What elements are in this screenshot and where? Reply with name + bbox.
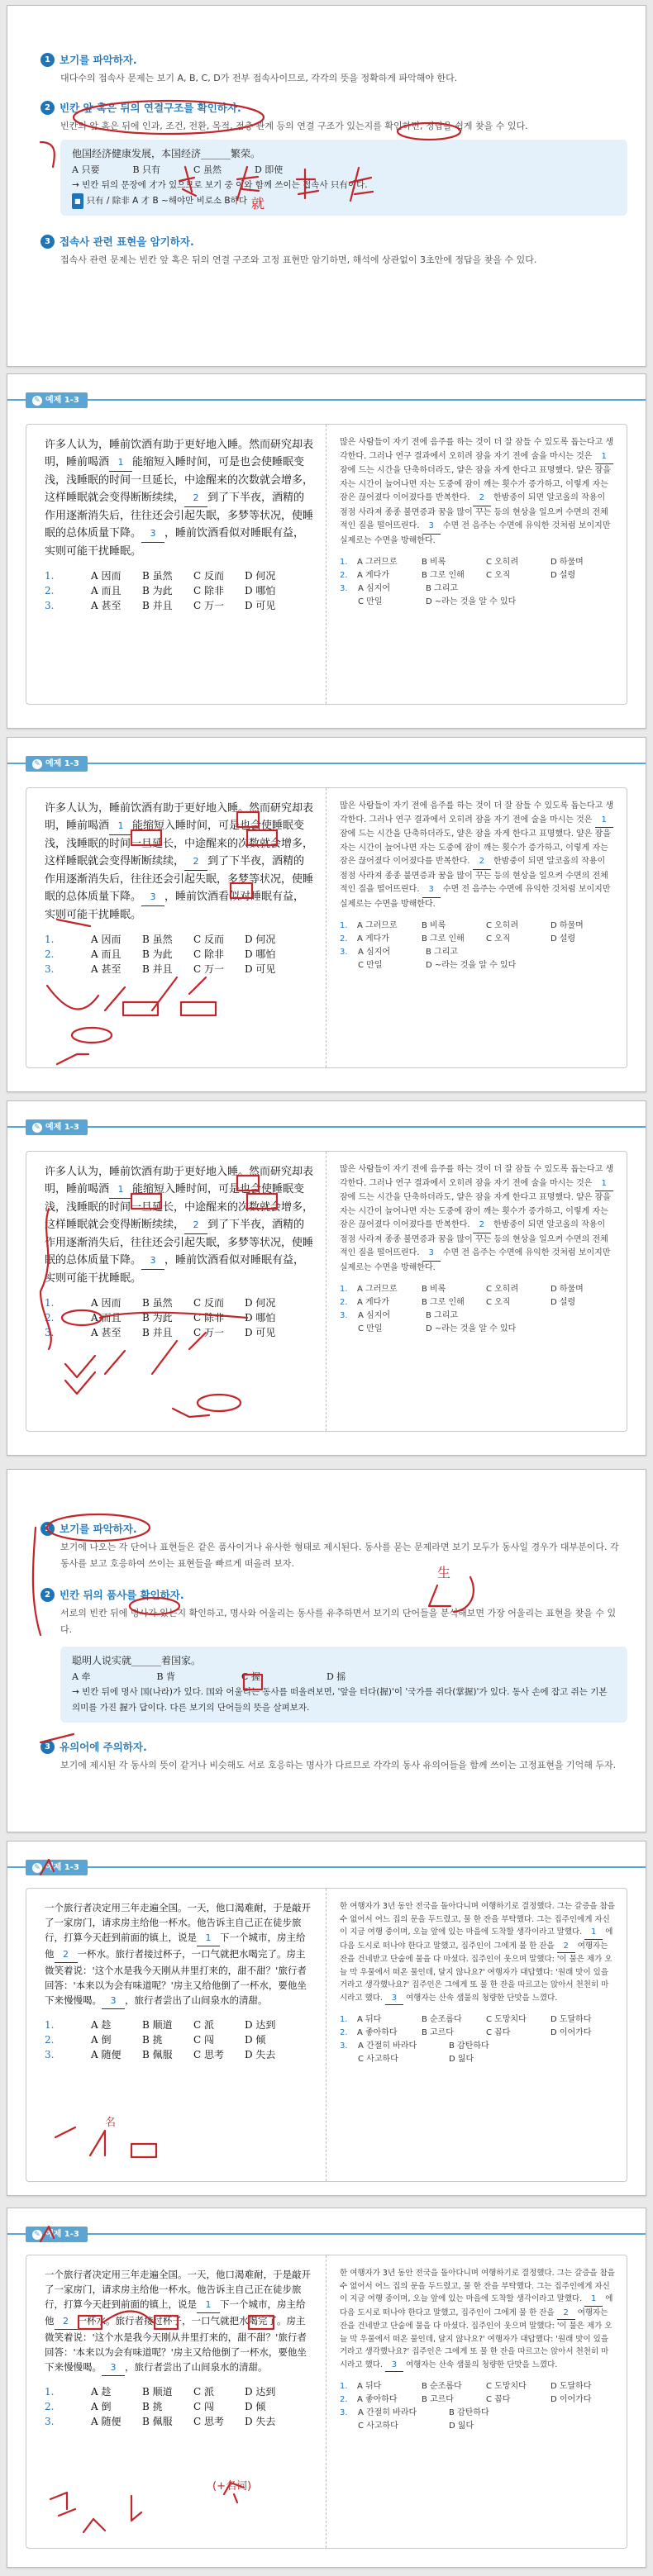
blank-3[interactable]: 3: [141, 525, 164, 543]
tips-card-1: [7, 5, 646, 367]
tip-1: [41, 52, 627, 87]
tip-title: 보기를 파악하자.: [60, 54, 137, 66]
example-tab: [26, 1860, 88, 1875]
option[interactable]: D 何况: [245, 1297, 276, 1309]
option[interactable]: B 佩服: [142, 2049, 173, 2060]
option[interactable]: A 因而: [91, 1297, 122, 1309]
option[interactable]: C 思考: [193, 2049, 224, 2060]
blank-1[interactable]: 1: [197, 2298, 220, 2313]
option[interactable]: C 除非: [193, 585, 224, 596]
example-sentence: 他国经济健康发展，本国经济______繁荣。: [72, 148, 261, 159]
tip-desc: 대다수의 접속사 문제는 보기 A, B, C, D가 전부 접속사이므로, 각각의 뜻을 정확하게 파악해야 한다.: [60, 73, 458, 83]
option[interactable]: D 倾: [245, 2034, 266, 2046]
options-korean: 1. A 뒤다 B 순조롭다 C 도망치다 D 도달하다 2. A 좋아하다 B 고르다 C 꼽다 D 이어가다 3. A 간절히 바라다 B 감탄하다 C 사고하다 D 잃다: [340, 2015, 592, 2064]
blank-2[interactable]: 2: [55, 1947, 78, 1963]
example-option: A 只要: [72, 164, 100, 175]
passage-box: [26, 2255, 627, 2549]
option[interactable]: B 并且: [142, 600, 173, 611]
tip-2: [41, 1587, 627, 1723]
example-sentence: 聪明人说实就______着国家。: [72, 1655, 202, 1666]
passage-chinese: 许多人认为，睡前饮酒有助于更好地入睡。然而研究却表明，睡前喝酒 1 能缩短入睡时间，可是也会使睡眠变浅，浅睡眠的时间一旦延长，中途醒来的次数就会增多，这样睡眠就会变得断断续续， 2 到了下半夜，酒精的作用逐渐消失后，往往还会引起失眠，多梦等状况，使睡眠的总体质量下降。 3 ，睡前饮酒看似对睡眠有益，实则可能干扰睡眠。 1. A 因而 B 虽然 C 反而 D 何况 2. A 而且 B 为此 C 除非 D 哪怕 3. A 甚至 B 并且 C 万一 D 可见: [26, 1152, 326, 1431]
example-pattern: [72, 193, 616, 209]
option[interactable]: B 为此: [142, 585, 173, 596]
example-tab: [26, 2227, 88, 2242]
header-rule: [7, 763, 646, 764]
tip-2: [41, 100, 627, 216]
option[interactable]: C 派: [193, 2386, 214, 2398]
tip-desc: 접속사 관련 문제는 빈칸 앞 혹은 뒤의 연결 구조와 고정 표현만 암기하면, 해석에 상관없이 3초안에 정답을 찾을 수 있다.: [60, 254, 537, 265]
example-label: 예제 1-3: [45, 2230, 79, 2239]
blank-1[interactable]: 1: [197, 1931, 220, 1946]
example-label: 예제 1-3: [45, 1863, 79, 1872]
passage-chinese: 许多人认为，睡前饮酒有助于更好地入睡。然而研究却表明，睡前喝酒 1 能缩短入睡时间，可是也会使睡眠变浅，浅睡眠的时间一旦延长，中途醒来的次数就会增多，这样睡眠就会变得断断续续， 2 到了下半夜，酒精的作用逐渐消失后，往往还会引起失眠，多梦等状况，使睡眠的总体质量下降。 3 ，睡前饮酒看似对睡眠有益，实则可能干扰睡眠。 1. A 因而 B 虽然 C 反而 D 何况 2. A 而且 B 为此 C 除非 D 哪怕 3. A 甚至 B 并且 C 万一 D 可见: [26, 788, 326, 1067]
passage-box: [26, 424, 627, 705]
options-chinese: 1. A 因而 B 虽然 C 反而 D 何况 2. A 而且 B 为此 C 除非 D 哪怕 3. A 甚至 B 并且 C 万一 D 可见: [45, 1295, 314, 1340]
pencil-icon: ✎: [32, 1123, 42, 1133]
options-chinese: 1. A 趁 B 顺道 C 派 D 达到 2. A 倒 B 挑 C 闯 D 倾 3. A 随便 B 佩服 C 思考 D 失去: [45, 2018, 314, 2062]
options-chinese: 1. A 因而 B 虽然 C 反而 D 何况 2. A 而且 B 为此 C 除非 D 哪怕 3. A 甚至 B 并且 C 万一 D 可见: [45, 932, 314, 977]
blank-3[interactable]: 3: [102, 2360, 125, 2376]
example-option: C 虽然: [193, 164, 222, 175]
tip-number: 3: [41, 1740, 55, 1754]
annotation-char: 生: [437, 1565, 451, 1580]
tip-desc: 빈칸의 앞 혹은 뒤에 인과, 조건, 전환, 목적, 점층 관계 등의 연결 구조가 있는지를 확인하면, 정답을 쉽게 찾을 수 있다.: [60, 121, 528, 131]
tip-number: 1: [41, 53, 55, 67]
blank-1: 1: [595, 450, 613, 465]
passage-chinese: 许多人认为，睡前饮酒有助于更好地入睡。然而研究却表明，睡前喝酒 1 能缩短入睡时间，可是也会使睡眠变浅，浅睡眠的时间一旦延长，中途醒来的次数就会增多，这样睡眠就会变得断断续续， 2 到了下半夜，酒精的作用逐渐消失后，往往还会引起失眠，多梦等状况，使睡眠的总体质量下降。 3 ，睡前饮酒看似对睡眠有益，实则可能干扰睡眠。 1. A 因而 B 虽然 C 反而 D 何况 2. A 而且 B 为此 C 除非 D 哪怕 3. A 甚至 B 并且 C 万一 D 可见: [26, 425, 326, 704]
header-rule: [7, 2233, 646, 2235]
option[interactable]: C 除非: [193, 1312, 224, 1324]
option[interactable]: D 倾: [245, 2401, 266, 2412]
tip-1: [41, 1521, 627, 1572]
option[interactable]: C 反而: [193, 1297, 224, 1309]
option[interactable]: B 挑: [142, 2401, 163, 2412]
option[interactable]: C 反而: [193, 934, 224, 945]
option[interactable]: B 为此: [142, 1312, 173, 1324]
option[interactable]: A 因而: [91, 934, 122, 945]
example-card-2-a: [7, 1841, 646, 2196]
option[interactable]: D 哪怕: [245, 585, 276, 596]
options-chinese: [45, 568, 314, 613]
option[interactable]: A 甚至: [91, 600, 122, 611]
tips-card-2: [7, 1469, 646, 1832]
option[interactable]: B 顺道: [142, 2386, 173, 2398]
annotation-char: 就: [251, 196, 265, 211]
blank-1[interactable]: 1: [109, 454, 132, 472]
option[interactable]: C 闯: [193, 2401, 214, 2412]
example-option: C 握: [241, 1671, 260, 1682]
option[interactable]: A 甚至: [91, 1327, 122, 1338]
example-options: [72, 1669, 616, 1685]
option[interactable]: D 达到: [245, 2019, 276, 2031]
example-card-2-b: [7, 2208, 646, 2568]
option[interactable]: A 而且: [91, 948, 122, 960]
options-korean: 1. A 그러므로 B 비록 C 오히려 D 하물며 2. A 게다가 B 그로 인해 C 오직 D 설령 3. A 심지어 B 그리고 C 만일 D ~라는 것을 알 수 있다: [340, 1285, 584, 1333]
option[interactable]: D 可见: [245, 600, 276, 611]
option[interactable]: D 失去: [245, 2416, 276, 2427]
tip-3: [41, 1739, 627, 1774]
annotation-char: (+名词): [212, 2480, 252, 2493]
blank-2[interactable]: 2: [55, 2314, 78, 2330]
passage-korean: 한 여행자가 3년 동안 전국을 돌아다니며 여행하기로 결정했다. 그는 갈증을 참을 수 없어서 어느 집의 문을 두드렸고, 물 한 잔을 부탁했다. 그는 집주인에게 자신이 지금 여행 중이며, 오늘 앞에 있는 마을에 도착할 생각이라고 말했다. 1 에 다음 도시로 떠나야 한다고 말했고, 집주인이 그에게 물 한 잔을 2 여행자는 잔을 건네받고 단숨에 물을 다 마셨다. 집주인이 웃으며 말했다: '이 물은 제가 오늘 막 우물에서 떠온 물인데, 달지 않나요?' 여행자가 대답했다: '원래 맛이 있을 거라고 생각했나요?' 집주인은 그에게 또 물 한 잔을 따르고는 앉아서 천천히 마시라고 했다. 3 여행자는 산속 샘물의 청량한 단맛을 느꼈다. 1. A 뒤다 B 순조롭다 C 도망치다 D 도달하다 2. A 좋아하다 B 고르다 C 꼽다 D 이어가다 3. A 간절히 바라다 B 감탄하다 C 사고하다 D 잃다: [326, 2255, 627, 2548]
option[interactable]: C 派: [193, 2019, 214, 2031]
header-rule: [7, 399, 646, 401]
option[interactable]: B 虽然: [142, 934, 173, 945]
passage-box: [26, 1151, 627, 1432]
option[interactable]: C 除非: [193, 948, 224, 960]
tip-desc: 보기에 나오는 각 단어나 표현들은 같은 품사이거나 유사한 형태로 제시된다. 동사를 묻는 문제라면 보기 모두가 동사일 경우가 대부분이다. 각 동사를 보고 호응하여 쓰이는 표현들을 빠르게 떠올려 보자.: [60, 1542, 619, 1569]
option[interactable]: A 趁: [91, 2386, 112, 2398]
pattern-text: 只有 / 除非 A 才 B ~해야만 비로소 B하다: [86, 196, 247, 206]
blank-2: 2: [473, 492, 491, 506]
example-option: D 摇: [326, 1671, 346, 1682]
option[interactable]: B 顺道: [142, 2019, 173, 2031]
option[interactable]: A 因而: [91, 570, 122, 582]
blank-2[interactable]: 2: [184, 1216, 207, 1234]
tip-number: 2: [41, 101, 55, 115]
option[interactable]: D 可见: [245, 963, 276, 975]
option[interactable]: D 失去: [245, 2049, 276, 2060]
options-korean: 1. A 그러므로 B 비록 C 오히려 D 하물며 2. A 게다가 B 그로 인해 C 오직 D 설령 3. A 심지어 B 그리고 C 만일 D ~라는 것을 알 수 있다: [340, 558, 584, 606]
blank-1[interactable]: 1: [109, 817, 132, 835]
option[interactable]: A 而且: [91, 1312, 122, 1324]
blank-2[interactable]: 2: [184, 853, 207, 871]
passage-box: [26, 1888, 627, 2182]
option[interactable]: C 反而: [193, 570, 224, 582]
blank-3: 3: [422, 520, 441, 535]
example-option: D 即使: [254, 164, 284, 175]
option[interactable]: C 思考: [193, 2416, 224, 2427]
passage-chinese: 一个旅行者决定用三年走遍全国。一天，他口渴难耐，于是敲开了一家房门，请求房主给他一杯水。他告诉主自己正在徒步旅行，打算今天赶到前面的镇上，说是 1 下一个城市，房主给他 2 一杯水。旅行者接过杯子，一口气就把水喝完了。房主微笑着说：'这个水是我今天刚从井里打来的，甜不甜？'旅行者回答：'本来以为会有味道呢？'房主又给他倒了一杯水，要他坐下来慢慢喝。 3 ，旅行者尝出了山间泉水的清甜。 1. A 趁 B 顺道 C 派 D 达到 2. A 倒 B 挑 C 闯 D 倾 3. A 随便 B 佩服 C 思考 D 失去: [26, 1889, 326, 2181]
option-row: 3. A 甚至 B 并且 C 万一 D 可见: [45, 598, 314, 613]
example-label: 예제 1-3: [45, 759, 79, 768]
tip-number: 3: [41, 235, 55, 249]
example-card-clean: [7, 373, 646, 729]
option[interactable]: B 并且: [142, 963, 173, 975]
tip-desc: 보기에 제시된 각 동사의 뜻이 같거나 비슷해도 서로 호응하는 명사가 다르므로 각각의 동사 유의어들을 함께 쓰이는 고정표현을 기억해 두자.: [60, 1760, 617, 1770]
example-options: [72, 162, 616, 178]
annotation-char: 名: [105, 2117, 117, 2129]
option[interactable]: D 哪怕: [245, 1312, 276, 1324]
example-card-annotated-1: [7, 737, 646, 1092]
option-row: 2. A 而且 B 为此 C 除非 D 哪怕: [45, 583, 314, 598]
option[interactable]: B 佩服: [142, 2416, 173, 2427]
option-row: 1. A 因而 B 虽然 C 反而 D 何况: [45, 568, 314, 583]
pencil-icon: ✎: [32, 396, 42, 406]
option[interactable]: D 达到: [245, 2386, 276, 2398]
pencil-icon: ✎: [32, 1863, 42, 1873]
option[interactable]: D 哪怕: [245, 948, 276, 960]
blank-3[interactable]: 3: [141, 888, 164, 906]
blank-1[interactable]: 1: [109, 1181, 132, 1199]
passage-box: [26, 787, 627, 1068]
option[interactable]: B 虽然: [142, 1297, 173, 1309]
example-tab: [26, 392, 88, 408]
pencil-icon: ✎: [32, 2230, 42, 2240]
tip-title: 접속사 관련 표현을 암기하자.: [60, 235, 194, 248]
option[interactable]: C 万一: [193, 963, 224, 975]
example-option: B 背: [156, 1671, 176, 1682]
option[interactable]: B 并且: [142, 1327, 173, 1338]
pencil-icon: ✎: [32, 759, 42, 769]
example-tab: [26, 1119, 88, 1135]
tip-title: 유의어에 주의하자.: [60, 1741, 147, 1753]
option[interactable]: A 随便: [91, 2416, 122, 2427]
example-tab: [26, 756, 88, 772]
option[interactable]: A 趁: [91, 2019, 112, 2031]
passage-chinese: 一个旅行者决定用三年走遍全国。一天，他口渴难耐，于是敲开了一家房门，请求房主给他一杯水。他告诉主自己正在徒步旅行，打算今天赶到前面的镇上，说是 1 下一个城市，房主给他 2 一杯水。旅行者接过杯子，一口气就把水喝完了。房主微笑着说：'这个水是我今天刚从井里打来的，甜不甜？'旅行者回答：'本来以为会有味道呢？'房主又给他倒了一杯水，要他坐下来慢慢喝。 3 ，旅行者尝出了山间泉水的清甜。 1. A 趁 B 顺道 C 派 D 达到 2. A 倒 B 挑 C 闯 D 倾 3. A 随便 B 佩服 C 思考 D 失去: [26, 2255, 326, 2548]
tip-desc: 서로의 빈칸 뒤에 명사가 있는지 확인하고, 명사와 어울리는 동사를 유추하면서 보기의 단어들을 분석해보면 가장 어울리는 표현을 찾을 수 있다.: [60, 1608, 617, 1635]
option[interactable]: D 何况: [245, 570, 276, 582]
tip-3: [41, 234, 627, 269]
blank-3[interactable]: 3: [141, 1252, 164, 1270]
option[interactable]: D 可见: [245, 1327, 276, 1338]
option[interactable]: A 甚至: [91, 963, 122, 975]
passage-korean: 많은 사람들이 자기 전에 음주를 하는 것이 더 잘 잠들 수 있도록 돕는다고 생각한다. 그러나 연구 결과에서 오히려 잠을 자기 전에 술을 마시는 것은 1 잠에 드는 시간을 단축하더라도, 얕은 잠을 자게 한다고 표명했다. 얕은 잠을 자는 시간이 늘어나면 자는 도중에 잠이 깨는 횟수가 증가하고, 이렇게 자는 잠은 끊어졌다 이어졌다를 반복한다. 2 한밤중이 되면 알코올의 작용이 점점 사라져 종종 불면증과 꿈을 많이 꾸는 등의 현상을 일으켜 수면의 전체적인 질을 떨어뜨린다. 3 수면 전 음주는 수면에 유익한 것처럼 보이지만 실제로는 수면을 방해한다. 1. A 그러므로 B 비록 C 오히려 D 하물며 2. A 게다가 B 그로 인해 C 오직 D 설령 3. A 심지어 B 그리고 C 만일 D ~라는 것을 알 수 있다: [326, 425, 627, 704]
option[interactable]: B 为此: [142, 948, 173, 960]
option[interactable]: D 何况: [245, 934, 276, 945]
example-note: → 빈칸 뒤의 문장에 才가 있으므로 보기 중 이와 함께 쓰이는 접속사 只有이다.: [72, 180, 368, 190]
options-chinese: 1. A 趁 B 顺道 C 派 D 达到 2. A 倒 B 挑 C 闯 D 倾 3. A 随便 B 佩服 C 思考 D 失去: [45, 2384, 314, 2429]
option[interactable]: C 闯: [193, 2034, 214, 2046]
passage-korean: 한 여행자가 3년 동안 전국을 돌아다니며 여행하기로 결정했다. 그는 갈증을 참을 수 없어서 어느 집의 문을 두드렸고, 물 한 잔을 부탁했다. 그는 집주인에게 자신이 지금 여행 중이며, 오늘 앞에 있는 마을에 도착할 생각이라고 말했다. 1 에 다음 도시로 떠나야 한다고 말했고, 집주인이 그에게 물 한 잔을 2 여행자는 잔을 건네받고 단숨에 물을 다 마셨다. 집주인이 웃으며 말했다: '이 물은 제가 오늘 막 우물에서 떠온 물인데, 달지 않나요?' 여행자가 대답했다: '원래 맛이 있을 거라고 생각했나요?' 집주인은 그에게 또 물 한 잔을 따르고는 앉아서 천천히 마시라고 했다. 3 여행자는 산속 샘물의 청량한 단맛을 느꼈다. 1. A 뒤다 B 순조롭다 C 도망치다 D 도달하다 2. A 좋아하다 B 고르다 C 꼽다 D 이어가다 3. A 간절히 바라다 B 감탄하다 C 사고하다 D 잃다: [326, 1889, 627, 2181]
passage-korean: 많은 사람들이 자기 전에 음주를 하는 것이 더 잘 잠들 수 있도록 돕는다고 생각한다. 그러나 연구 결과에서 오히려 잠을 자기 전에 술을 마시는 것은 1 잠에 드는 시간을 단축하더라도, 얕은 잠을 자게 한다고 표명했다. 얕은 잠을 자는 시간이 늘어나면 자는 도중에 잠이 깨는 횟수가 증가하고, 이렇게 자는 잠은 끊어졌다 이어졌다를 반복한다. 2 한밤중이 되면 알코올의 작용이 점점 사라져 종종 불면증과 꿈을 많이 꾸는 등의 현상을 일으켜 수면의 전체적인 질을 떨어뜨린다. 3 수면 전 음주는 수면에 유익한 것처럼 보이지만 실제로는 수면을 방해한다. 1. A 그러므로 B 비록 C 오히려 D 하물며 2. A 게다가 B 그로 인해 C 오직 D 설령 3. A 심지어 B 그리고 C 만일 D ~라는 것을 알 수 있다: [326, 1152, 627, 1431]
option[interactable]: B 虽然: [142, 570, 173, 582]
option[interactable]: C 万一: [193, 1327, 224, 1338]
option[interactable]: A 倒: [91, 2401, 112, 2412]
example-box: [60, 1647, 627, 1723]
option[interactable]: B 挑: [142, 2034, 163, 2046]
option[interactable]: A 随便: [91, 2049, 122, 2060]
option[interactable]: C 万一: [193, 600, 224, 611]
options-korean: 1. A 그러므로 B 비록 C 오히려 D 하물며 2. A 게다가 B 그로 인해 C 오직 D 설령 3. A 심지어 B 그리고 C 만일 D ~라는 것을 알 수 있다: [340, 921, 584, 970]
tip-number: 2: [41, 1588, 55, 1602]
tip-title: 빈칸 뒤의 품사를 확인하자.: [60, 1589, 184, 1601]
option[interactable]: A 倒: [91, 2034, 112, 2046]
option[interactable]: A 而且: [91, 585, 122, 596]
example-box: [60, 140, 627, 216]
example-note: → 빈칸 뒤에 명사 国(나라)가 있다. 国와 어울리는 동사를 떠올려보면, '앞을 터다(握)'이 '국가를 쥐다(掌握)'가 있다. 동사 손에 잡고 쥐는 기본 의미를 가진 握가 답이다. 다른 보기의 단어들의 뜻을 살펴보자.: [72, 1687, 608, 1713]
example-option: A 牵: [72, 1671, 91, 1682]
tip-title: 보기를 파악하자.: [60, 1523, 137, 1535]
blank-2[interactable]: 2: [184, 489, 207, 507]
options-korean: 1. A 뒤다 B 순조롭다 C 도망치다 D 도달하다 2. A 좋아하다 B 고르다 C 꼽다 D 이어가다 3. A 간절히 바라다 B 감탄하다 C 사고하다 D 잃다: [340, 2382, 592, 2431]
example-label: 예제 1-3: [45, 1123, 79, 1132]
tip-number: 1: [41, 1522, 55, 1536]
example-option: B 只有: [132, 164, 161, 175]
header-rule: [7, 1126, 646, 1128]
tip-title: 빈칸 앞 혹은 뒤의 연결구조를 확인하자.: [60, 102, 241, 114]
header-rule: [7, 1866, 646, 1868]
example-card-annotated-2: [7, 1100, 646, 1456]
blank-3[interactable]: 3: [102, 1994, 125, 2009]
passage-korean: 많은 사람들이 자기 전에 음주를 하는 것이 더 잘 잠들 수 있도록 돕는다고 생각한다. 그러나 연구 결과에서 오히려 잠을 자기 전에 술을 마시는 것은 1 잠에 드는 시간을 단축하더라도, 얕은 잠을 자게 한다고 표명했다. 얕은 잠을 자는 시간이 늘어나면 자는 도중에 잠이 깨는 횟수가 증가하고, 이렇게 자는 잠은 끊어졌다 이어졌다를 반복한다. 2 한밤중이 되면 알코올의 작용이 점점 사라져 종종 불면증과 꿈을 많이 꾸는 등의 현상을 일으켜 수면의 전체적인 질을 떨어뜨린다. 3 수면 전 음주는 수면에 유익한 것처럼 보이지만 실제로는 수면을 방해한다. 1. A 그러므로 B 비록 C 오히려 D 하물며 2. A 게다가 B 그로 인해 C 오직 D 설령 3. A 심지어 B 그리고 C 만일 D ~라는 것을 알 수 있다: [326, 788, 627, 1067]
pattern-tag-icon: ■: [72, 193, 83, 209]
example-label: 예제 1-3: [45, 396, 79, 405]
